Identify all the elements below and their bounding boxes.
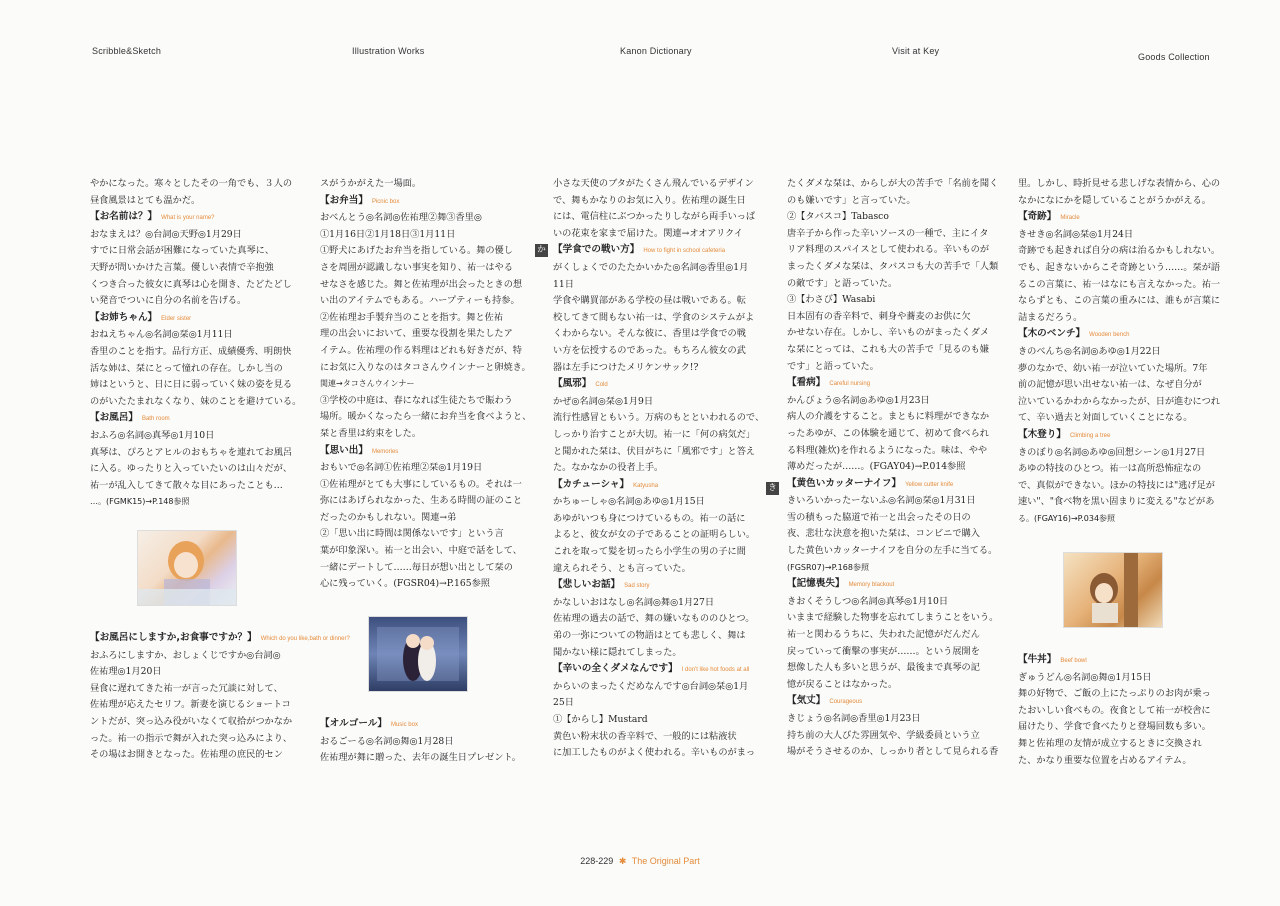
entry-text-line: ①1月16日②1月18日③1月11日 <box>320 228 456 240</box>
entry-text-line: 速い"、"食べ物を黒い固まりに変える"などがあ <box>1018 496 1215 508</box>
entry-text-line: には、電信柱にぶつかったりしながら両手いっぱ <box>553 211 756 223</box>
entry-reference: 関連→タコさんウインナー <box>320 379 415 389</box>
entry-text-line: ①佐祐理がとても大事にしているもの。それは一 <box>320 478 522 490</box>
entry-text-line: かせない存在。しかし、辛いものがまったくダメ <box>787 327 990 339</box>
entry-heading <box>90 209 306 227</box>
dictionary-column-1 <box>90 176 306 511</box>
dictionary-column-2-lower <box>320 716 536 767</box>
entry-english-label: What is your name? <box>161 215 215 222</box>
entry-text-line: 11日 <box>553 278 574 290</box>
entry-text-line: しっかり治すことが大切。祐一に「何の病気だ」 <box>553 428 756 440</box>
entry-text-line: ぎゅうどん◎名詞◎舞◎1月15日 <box>1018 671 1152 683</box>
entry-text-line: る料理(雑炊)を作れるようになった。味は、やや <box>787 444 988 456</box>
entry-heading-text: 【お名前は？】 <box>90 211 158 223</box>
entry-heading-text: 【オルゴール】 <box>320 718 387 729</box>
kana-index-ka: か <box>535 244 548 257</box>
entry-text-line: 聞かない様に隠れてしまった。 <box>553 646 682 658</box>
nav-illustration-works[interactable]: Illustration Works <box>352 46 425 56</box>
entry-text-line: 心に残っていく。(FGSR04)→P.165参照 <box>320 578 490 590</box>
entry-text-line: くつき合った彼女に真琴は心を開き、たどたどし <box>90 278 292 290</box>
entry-english-label: Miracle <box>1060 215 1080 222</box>
entry-text-line: た、かなり重要な位置を占めるアイテム。 <box>1018 754 1192 766</box>
entry-text-line: 佐祐理が応えたセリフ。新妻を演じるショートコ <box>90 699 291 711</box>
entry-text-line: った。祐一の指示で舞が入れた突っ込みにより、 <box>90 732 293 744</box>
entry-heading <box>787 476 1003 494</box>
nav-goods-collection[interactable]: Goods Collection <box>1138 52 1210 62</box>
entry-text-line: のがいたたまれなくなり、妹のことを避けている。 <box>90 395 302 407</box>
entry-heading <box>320 193 536 211</box>
nav-scribble-sketch[interactable]: Scribble&Sketch <box>92 46 162 56</box>
entry-text-line: きのべんち◎名詞◎あゆ◎1月22日 <box>1018 345 1161 357</box>
entry-text-line: です」と語っていた。 <box>787 360 879 372</box>
nav-kanon-dictionary[interactable]: Kanon Dictionary <box>620 46 692 56</box>
entry-heading-text: 【お姉ちゃん】 <box>90 311 158 323</box>
entry-heading-text: 【カチューシャ】 <box>553 478 630 490</box>
kana-index-ki: き <box>766 482 779 495</box>
entry-text-line: たくダメな栞は、からしが大の苦手で「名前を聞く <box>787 178 999 189</box>
entry-english-label: Bath room <box>141 416 170 423</box>
entry-heading <box>553 242 769 260</box>
entry-heading <box>553 477 769 495</box>
entry-english-label: Climbing a tree <box>1069 432 1111 439</box>
entry-text-line: 場がそうさせるのか、しっかり者として見られる香 <box>787 746 999 758</box>
dictionary-column-1-lower <box>90 630 350 764</box>
entry-heading-text: 【牛丼】 <box>1018 654 1057 665</box>
entry-text-line: 日本固有の香辛料で、刺身や蕎麦のお供に欠 <box>787 310 971 322</box>
entry-text-line: 祐一と関わるうちに、失われた記憶がだんだん <box>787 629 980 641</box>
entry-text-line: 病人の介護をすること。まともに料理ができなか <box>787 411 990 423</box>
entry-text-line: ②「思い出に時間は関係ないです」という言 <box>320 528 504 540</box>
entry-text-line: に加工したものがよく使われる。辛いものがまっ <box>553 747 756 759</box>
entry-heading <box>320 443 536 461</box>
entry-english-label: Music box <box>390 722 418 728</box>
entry-text-line: と聞かれた栞は、伏目がちに「風邪です」と答え <box>553 445 756 457</box>
entry-english-label: How to fight in school cafeteria <box>643 248 726 255</box>
entry-text-line: にお気に入りなのはタコさんウインナーと卵焼き。 <box>320 361 531 373</box>
entry-text-line: 夢のなかで、幼い祐一が泣いていた場所。7年 <box>1018 362 1208 374</box>
entry-text-line: いままで経験した物事を忘れてしまうことをいう。 <box>787 612 999 624</box>
section-title: The Original Part <box>631 856 700 866</box>
entry-text-line: 活な姉は、栞にとって憧れの存在。しかし当の <box>90 362 283 374</box>
entry-text-line: の敵です」と語っていた。 <box>787 277 898 289</box>
entry-text-line: な栞にとっては、これも大の苦手で「見るのも嫌 <box>787 343 989 355</box>
entry-text-line: おふろにしますか、おしょくじですか◎台詞◎ <box>90 649 281 661</box>
entry-text-line: ったあゆが、この体験を通じて、初めて食べられ <box>787 427 989 439</box>
entry-text-line: 25日 <box>553 697 574 709</box>
entry-text-line: おもいで◎名詞①佐祐理②栞◎1月19日 <box>320 462 483 474</box>
entry-text-line: なかになにかを隠していることがうかがえる。 <box>1018 194 1211 206</box>
entry-english-label: Which do you like,bath or dinner? <box>260 636 350 642</box>
entry-text-line: 流行性感冒ともいう。万病のもとといわれるので、 <box>553 412 765 424</box>
entry-text-line: がくしょくでのたたかいかた◎名詞◎香里◎1月 <box>553 261 749 273</box>
entry-heading-text: 【風邪】 <box>553 378 592 390</box>
entry-text-line: きおくそうしつ◎名詞◎真琴◎1月10日 <box>787 595 949 607</box>
entry-text-line: 昼食に遅れてきた祐一が言った冗談に対して、 <box>90 682 283 694</box>
entry-text-line: おふろ◎名詞◎真琴◎1月10日 <box>90 429 215 441</box>
entry-heading <box>553 577 769 595</box>
entry-text-line: 学食や購買部がある学校の昼は戦いである。転 <box>553 295 746 307</box>
entry-text-line: 小さな天使のブタがたくさん飛んでいるデザイン <box>553 178 754 189</box>
entry-text-line: 夜、悲壮な決意を抱いた栞は、コンビニで購入 <box>787 528 980 540</box>
entry-text-line: たおいしい食べもの。夜食として祐一が校舎に <box>1018 704 1211 716</box>
entry-text-line: すでに日常会話が困難になっていた真琴に、 <box>90 245 275 257</box>
entry-heading <box>1018 652 1234 670</box>
entry-english-label: Yellow cutter knife <box>905 481 954 488</box>
entry-english-label: Katyusha <box>633 482 659 489</box>
entry-english-label: I don't like hot foods at all <box>681 667 750 674</box>
entry-text-line: せなさを感じた。舞と佐祐理が出会ったときの想 <box>320 278 523 290</box>
entry-text-line: かぜ◎名詞◎栞◎1月9日 <box>553 395 654 407</box>
entry-heading-text: 【お風呂】 <box>90 412 138 424</box>
entry-text-line: 器は左手につけたメリケンサック!? <box>553 361 699 373</box>
entry-english-label: Memories <box>371 448 399 455</box>
entry-english-label: Elder sister <box>161 315 192 322</box>
entry-text-line: 届けたり、学食で食べたりと登場回数も多い。 <box>1018 721 1211 733</box>
entry-heading-text: 【悲しいお話】 <box>553 579 621 591</box>
entry-text-line: 黄色い粉末状の香辛料で、一般的には粘液状 <box>553 730 737 742</box>
entry-text-line: 弟の一弥についての物語はとても悲しく、舞は <box>553 630 746 642</box>
entry-heading <box>553 661 769 679</box>
entry-heading-text: 【黄色いカッターナイフ】 <box>787 477 902 489</box>
entry-text-line: 想像した人も多いと思うが、最後まで真琴の記 <box>787 662 980 674</box>
entry-reference: …。(FGMK15)→P.148参照 <box>90 497 190 507</box>
entry-text-line: 舞の好物で、ご飯の上にたっぷりのお肉が乗っ <box>1018 688 1211 700</box>
entry-english-label: Cold <box>595 382 608 389</box>
entry-text-line: あゆがいつも身につけているもの。祐一の話に <box>553 512 746 524</box>
entry-text-line: くわからない。そんな彼に、香里は学食での戦 <box>553 328 746 340</box>
top-navigation <box>0 46 1280 66</box>
entry-text-line: ならずとも、この言葉の重みには、誰もが言葉に <box>1018 295 1221 307</box>
entry-heading <box>787 576 1003 594</box>
entry-english-label: Wooden bench <box>1089 332 1130 339</box>
entry-text-line: おねえちゃん◎名詞◎栞◎1月11日 <box>90 329 233 341</box>
entry-text-line: ③【わさび】Wasabi <box>787 294 876 306</box>
entry-text-line: た。なかなかの役者上手。 <box>553 462 664 474</box>
dictionary-column-3 <box>553 176 769 762</box>
entry-text-line: よると、彼女が女の子であることの証明らしい。 <box>553 529 756 541</box>
entry-text-line: 舞と佐祐理の友情が成立するときに交換され <box>1018 737 1202 749</box>
entry-heading <box>1018 326 1234 344</box>
entry-text-line: 前の記憶が思い出せない祐一は、なぜ自分が <box>1018 379 1202 391</box>
entry-text-line: ントだが、突っ込み役がいなくて収拾がつかなか <box>90 715 293 727</box>
entry-text-line: した黄色いカッターナイフを自分の左手に当てる。 <box>787 545 998 557</box>
entry-text-line: ②【タバスコ】Tabasco <box>787 211 889 223</box>
entry-heading-text: 【木登り】 <box>1018 428 1066 440</box>
entry-heading-text: 【思い出】 <box>320 444 368 456</box>
entry-text-line: きじょう◎名詞◎香里◎1月23日 <box>787 713 921 724</box>
entry-text-line: 佐祐理の過去の話で、舞の嫌いなもののひとつ。 <box>553 613 755 625</box>
entry-english-label: Memory blackout <box>848 582 895 589</box>
dictionary-column-5-lower <box>1018 652 1234 769</box>
entry-text-line: かんびょう◎名詞◎あゆ◎1月23日 <box>787 394 930 406</box>
entry-reference: る。(FGAY16)→P.034参照 <box>1018 513 1116 523</box>
entry-text-line: ①野犬にあげたお弁当を指している。舞の優し <box>320 245 513 257</box>
entry-heading <box>1018 209 1234 227</box>
entry-text-line: かちゅーしゃ◎名詞◎あゆ◎1月15日 <box>553 496 705 508</box>
entry-text-line: きいろいかったーないふ◎名詞◎栞◎1月31日 <box>787 495 976 507</box>
entry-text-line: 理の出会いにおいて、重要な役割を果たしたア <box>320 328 513 340</box>
entry-heading <box>787 693 1003 711</box>
entry-heading <box>1018 427 1234 445</box>
entry-text-line: て、辛い過去と対面していくことになる。 <box>1018 412 1193 424</box>
entry-text-line: 場所。暖かくなったら一緒にお弁当を食べようと、 <box>320 411 532 423</box>
entry-text-line: おべんとう◎名詞◎佐祐理②舞③香里◎ <box>320 212 482 224</box>
entry-text-line: その場はお開きとなった。佐祐理の庶民的セン <box>90 749 283 761</box>
dictionary-column-4 <box>787 176 1003 761</box>
entry-text-line: 栞と香里は約束をした。 <box>320 427 422 439</box>
entry-text-line: 校してきて間もない祐一は、学食のシステムがよ <box>553 311 755 323</box>
entry-text-line: 雪の積もった脇道で祐一と出会ったその日の <box>787 511 971 523</box>
entry-english-label: Picnic box <box>371 198 400 205</box>
entry-reference: (FGSR07)→P.168参照 <box>787 562 869 572</box>
entry-text-line: 里。しかし、時折見せる悲しげな表情から、心の <box>1018 178 1221 189</box>
entry-english-label: Beef bowl <box>1060 658 1087 664</box>
nav-visit-at-key[interactable]: Visit at Key <box>892 46 940 56</box>
entry-text-line: い発音でついに自分の名前を告げる。 <box>90 295 247 307</box>
entry-english-label: Careful nursing <box>829 381 871 388</box>
entry-text-line: 憶が戻ることはなかった。 <box>787 678 898 690</box>
entry-text-line: 弥にはあげられなかった、生ある時間の証のこと <box>320 495 523 507</box>
entry-text-line: ③学校の中庭は、春になれば生徒たちで賑わう <box>320 394 513 406</box>
entry-text-line: おるごーる◎名詞◎舞◎1月28日 <box>320 735 454 747</box>
entry-text-line: リア料理のスパイスとして使われる。辛いものが <box>787 244 990 256</box>
makoto-bath-illustration <box>137 530 237 606</box>
dictionary-column-5 <box>1018 176 1234 527</box>
entry-text-line: い方を伝授するのであった。もちろん彼女の武 <box>553 344 746 356</box>
entry-heading-text: 【お風呂にしますか,お食事ですか？】 <box>90 632 257 643</box>
entry-text-line: るこの言葉に、祐一はなにも言えなかった。祐一 <box>1018 278 1221 290</box>
entry-text-line: 戻っていって衝撃の事実が……。という展開を <box>787 645 980 657</box>
entry-heading-text: 【奇跡】 <box>1018 211 1057 223</box>
entry-text-line: 違えられそう、とも言っていた。 <box>553 562 691 574</box>
entry-text-line: 奇跡でも起きれば自分の病は治るかもしれない。 <box>1018 245 1221 257</box>
entry-text-line: 佐祐理が舞に贈った、去年の誕生日プレゼント。 <box>320 752 521 764</box>
entry-heading-text: 【学食での戦い方】 <box>553 244 640 256</box>
entry-english-label: Sad story <box>624 583 650 590</box>
entry-heading <box>90 410 306 428</box>
entry-text-line: 佐祐理◎1月20日 <box>90 666 162 678</box>
entry-text-line: 真琴は、ぴろとアヒルのおもちゃを連れてお風呂 <box>90 446 293 458</box>
entry-text-line: きせき◎名詞◎栞◎1月24日 <box>1018 228 1134 240</box>
entry-text-line: で、舞もかなりのお気に入り。佐祐理の誕生日 <box>553 194 746 206</box>
entry-text-line: ②佐祐理お手製弁当のことを指す。舞と佐祐 <box>320 311 504 323</box>
star-icon: ✱ <box>618 856 627 866</box>
entry-text-line: さを周囲が認識しない事実を知り、祐一はやる <box>320 261 513 273</box>
entry-text-line: ①【からし】Mustard <box>553 714 648 725</box>
dictionary-column-2 <box>320 176 536 593</box>
ayu-tree-illustration <box>1063 552 1163 628</box>
entry-text-line: 詰まるだろう。 <box>1018 311 1083 323</box>
entry-text-line: イテム。佐祐理の作る料理はどれも好きだが、特 <box>320 344 522 356</box>
entry-text-line: のも嫌いです」と言っていた。 <box>787 194 916 206</box>
entry-text-line: い出のアイテムでもある。ハープティーも持参。 <box>320 295 520 307</box>
entry-text-line: 泣いているかわからなかったが、日が進むにつれ <box>1018 395 1220 407</box>
entry-text-line: スがうかがえた一場面。 <box>320 178 422 189</box>
mai-music-box-illustration <box>368 616 468 692</box>
entry-text-line: でも、起きないからこそ奇跡という……。栞が語 <box>1018 261 1221 273</box>
entry-heading <box>90 630 350 648</box>
entry-heading-text: 【気丈】 <box>787 695 826 707</box>
entry-heading-text: 【お弁当】 <box>320 194 368 206</box>
entry-text-line: やかになった。寒々としたその一角でも、３人の <box>90 178 293 189</box>
entry-heading <box>320 716 536 734</box>
entry-english-label: Courageous <box>829 699 863 706</box>
entry-text-line: 昼食風景はとても温かだ。 <box>90 194 201 206</box>
page-numbers: 228-229 <box>580 856 614 866</box>
entry-text-line: 葉が印象深い。祐一と出会い、中庭で話をして、 <box>320 545 522 557</box>
entry-text-line: かなしいおはなし◎名詞◎舞◎1月27日 <box>553 596 715 608</box>
entry-text-line: 天野が問いかけた言葉。優しい表情で辛抱強 <box>90 261 274 273</box>
entry-heading <box>553 376 769 394</box>
entry-text-line: だったのかもしれない。関連→弟 <box>320 511 457 523</box>
entry-text-line: 薄めだったが……。(FGAY04)→P.014参照 <box>787 461 966 473</box>
entry-heading-text: 【記憶喪失】 <box>787 578 845 590</box>
entry-text-line: 姉はというと、日に日に弱っていく妹の姿を見る <box>90 379 293 391</box>
entry-text-line: きのぼり◎名詞◎あゆ◎回想シーン◎1月27日 <box>1018 446 1206 458</box>
entry-text-line: 持ち前の大人びた雰囲気や、学級委員という立 <box>787 729 980 741</box>
entry-text-line: で、真似ができない。ほかの特技には"逃げ足が <box>1018 479 1215 491</box>
entry-heading-text: 【看病】 <box>787 377 826 389</box>
entry-heading <box>90 310 306 328</box>
entry-text-line: に入る。ゆったりと入っていたいのは山々だが、 <box>90 463 293 475</box>
entry-heading-text: 【辛いの全くダメなんです】 <box>553 663 678 675</box>
entry-text-line: 祐一が乱入してきて散々な目にあったことも… <box>90 479 283 491</box>
entry-text-line: 一緒にデートして……毎日が想い出として栞の <box>320 561 513 573</box>
entry-text-line: いの花束を家まで届けた。関連→オオアリクイ <box>553 227 743 239</box>
entry-text-line: まったくダメな栞は、タバスコも大の苦手で「人類 <box>787 260 999 272</box>
entry-heading <box>787 375 1003 393</box>
entry-text-line: これを取って髪を切ったら小学生の男の子に間 <box>553 546 746 558</box>
entry-text-line: 香里のことを指す。品行方正、成績優秀、明朗快 <box>90 345 292 357</box>
entry-text-line: あゆの特技のひとつ。祐一は高所恐怖症なの <box>1018 463 1202 475</box>
entry-text-line: 唐辛子から作った辛いソースの一種で、主にイタ <box>787 227 989 239</box>
entry-heading-text: 【木のベンチ】 <box>1018 328 1086 340</box>
entry-text-line: おなまえは？◎台詞◎天野◎1月29日 <box>90 228 242 240</box>
entry-text-line: からいのまったくだめなんです◎台詞◎栞◎1月 <box>553 680 749 692</box>
page-footer <box>0 856 1280 867</box>
